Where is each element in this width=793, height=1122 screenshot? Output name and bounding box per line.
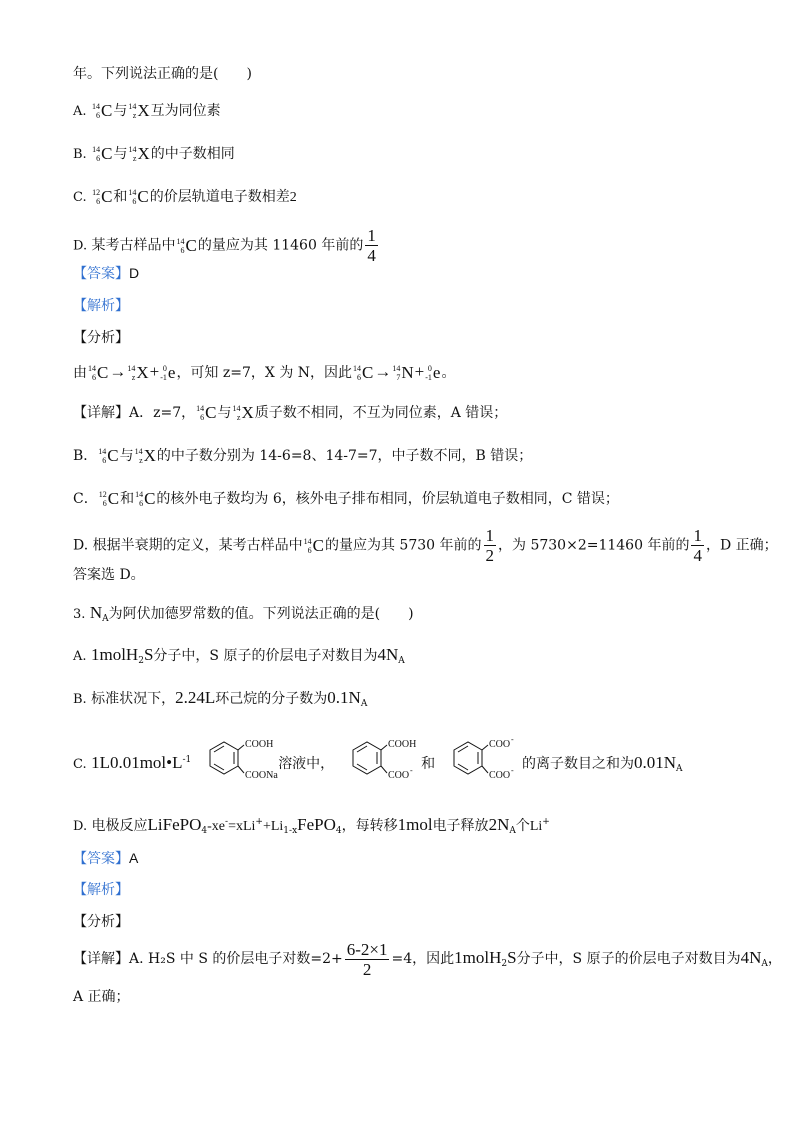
q2-jiexi-label: 【解析】 xyxy=(73,298,129,314)
q3-detail-line2: A 正确； xyxy=(73,989,130,1005)
q3-answer: 【答案】A xyxy=(73,850,139,867)
q2-fenxi-label: 【分析】 xyxy=(73,330,129,346)
isotope-c14: 14 6 C xyxy=(128,187,149,206)
isotope-c14: 14 6 C xyxy=(176,235,197,255)
q3-option-b[interactable]: B. 标准状况下，2.24L环己烷的分子数为$0.1N_A$ xyxy=(73,688,368,709)
svg-text:COO: COO xyxy=(387,770,409,781)
q2-option-c[interactable]: C. 12 6 C 和 14 6 C 的价层轨道电子数相差2 xyxy=(73,187,297,206)
q3-option-a[interactable]: A. 1molH$_2$S分子中，S 原子的价层电子对数目为$4N_A$ xyxy=(73,645,405,666)
isotope-c14: 14 6 C xyxy=(91,101,113,120)
q2-option-d[interactable]: D. 某考古样品中 14 6 C 的量应为其 11460 年前的 $\frac{1}{4}$ xyxy=(73,226,376,265)
svg-text:COOH: COOH xyxy=(387,739,416,750)
q2-conclusion: 答案选 D。 xyxy=(73,567,145,583)
q2-detail-a: 【详解】A．z=7， 14 6 C 与 14 z X 质子数不相同，不互为同位素，A 错误； xyxy=(73,403,508,422)
svg-text:COONa: COONa xyxy=(244,770,278,781)
isotope-x14: 14 z X xyxy=(128,144,150,163)
q2-detail-c: C． 12 6 C 和 14 6 C 的核外电子数均为 6，核外电子排布相同，价层轨道电子数相同，C 错误； xyxy=(73,489,619,508)
isotope-c14: 14 6 C xyxy=(92,144,113,163)
q2-analysis: 由 14 6 C → 14 z X + 0 -1 e ，可知 z=7，X 为 N，因此 14 6 C → 14 7 N + 0 -1 e 。 xyxy=(73,362,456,382)
svg-text:-: - xyxy=(510,766,514,775)
q2-detail-d: D. 根据半衰期的定义，某考古样品中 14 6 C 的量应为其 5730 年前的 $\frac{1}{2}$ ，为 5730×2=11460 年前的 $\frac{1}{4}$ ，D 正确； xyxy=(73,526,778,565)
svg-text:COO: COO xyxy=(488,739,510,750)
fraction-lone-pairs: $\frac{6-2\times 1}{2}$ xyxy=(346,939,388,979)
q3-jiexi-label: 【解析】 xyxy=(73,882,129,898)
q2-answer: 【答案】D xyxy=(73,265,140,282)
sodium-hydrogen-phthalate-structure xyxy=(196,736,278,792)
q3-option-d[interactable]: D. 电极反应$LiFePO_4-xe^-=xLi^++Li_{1-x}FePO_4$，每转移1mol电子释放$2N_A$个Li+ xyxy=(73,815,550,836)
q2-detail-b: B． 14 6 C 与 14 z X 的中子数分别为 14-6=8、14-7=7，中子数不同，B 错误； xyxy=(73,446,533,465)
q3-option-c[interactable]: C. $1L0.01mol•L^{-1}$ COOH COONa 溶液中， COOH COO - 和 COO - COO - 的离子数目之和为$0.01N_A$ xyxy=(73,730,683,799)
fraction-one-quarter: $\frac{1}{4}$ xyxy=(693,526,702,565)
phthalate-ion-structure xyxy=(440,736,518,792)
svg-text:-: - xyxy=(510,735,514,744)
fraction-one-quarter: $\frac{1}{4}$ xyxy=(367,226,376,265)
q3-fenxi-label: 【分析】 xyxy=(73,914,129,930)
fraction-one-half: $\frac{1}{2}$ xyxy=(485,526,495,565)
q2-option-b[interactable]: B. 14 6 C 与 14 z X 的中子数相同 xyxy=(73,144,235,163)
isotope-x14: 14 z X xyxy=(128,101,150,120)
svg-text:-: - xyxy=(409,766,413,775)
q2-option-a[interactable]: A. 14 6 C 与 14 z X 互为同位素 xyxy=(73,101,221,120)
q3-detail-line1: 【详解】A. H₂S 中 S 的价层电子对数=2+ $\frac{6-2\times 1}{2}$ =4，因此1molH$_2$S分子中，S 原子的价层电子对数目为$4N_A$， xyxy=(73,939,782,979)
hydrogen-phthalate-ion-structure xyxy=(339,736,417,792)
q3-stem: 3. $N_A$为阿伏加德罗常数的值。下列说法正确的是( ) xyxy=(73,603,414,624)
svg-text:COOH: COOH xyxy=(244,739,274,750)
q2-stem-tail: 年。下列说法正确的是( ) xyxy=(73,66,252,82)
svg-text:COO: COO xyxy=(488,770,510,781)
isotope-c12: 12 6 C xyxy=(92,187,113,206)
